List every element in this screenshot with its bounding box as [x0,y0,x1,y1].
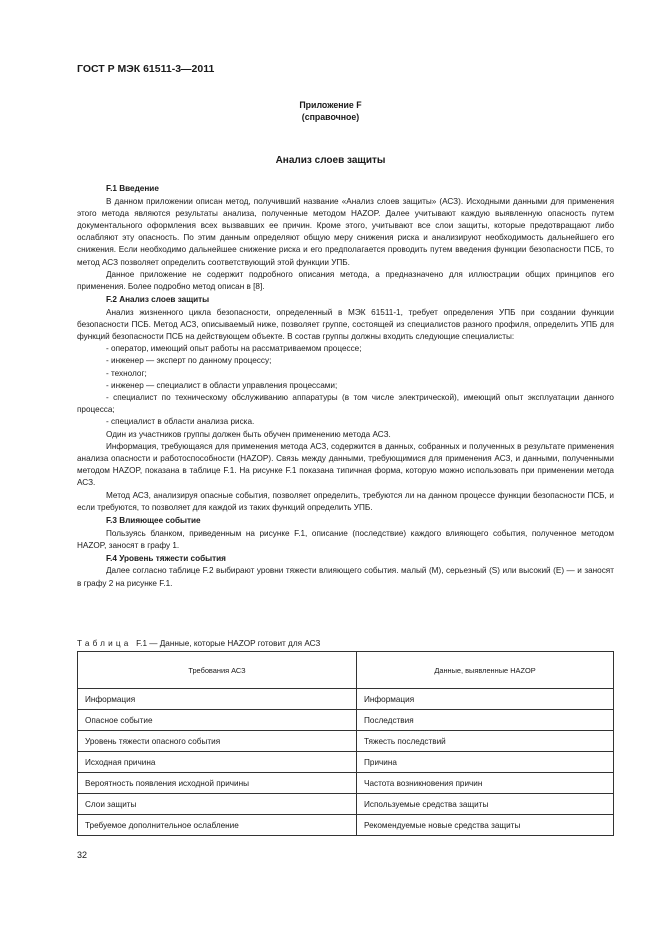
document-id: ГОСТ Р МЭК 61511-3—2011 [77,63,215,75]
table-cell: Причина [357,752,614,773]
paragraph: Анализ жизненного цикла безопасности, определенный в МЭК 61511-1, требует определения УПБ при создании функции безопасности ПСБ. Метод АСЗ, описываемый ниже, позволяет группе, состоящей из специалистов разного профиля, определить УПБ для функций безопасности ПСБ на действующем объекте. В состав группы должны входить следующие специалисты: [77,307,614,342]
column-header: Данные, выявленные HAZOP [357,652,614,689]
table-cell: Информация [78,689,357,710]
paragraph: Данное приложение не содержит подробного описания метода, а предназначено для иллюстрации общих принципов его применения. Более подробно метод описан в [8]. [77,269,614,291]
table-cell: Используемые средства защиты [357,794,614,815]
specialist-list [77,343,614,428]
table-cell: Частота возникновения причин [357,773,614,794]
paragraph: Информация, требующаяся для применения метода АСЗ, содержится в данных, собранных и полученных в результате применения анализа опасности и работоспособности (HAZOP). Связь между данными, требующимися для применения АСЗ, и данными, полученными методом HAZOP, показана в таблице F.1. На рисунке F.1 показана типичная форма, которую можно использовать при применении метода АСЗ. [77,441,614,488]
table-row [78,773,614,794]
table-row [78,752,614,773]
paragraph: Пользуясь бланком, приведенным на рисунке F.1, описание (последствие) каждого влияющего события, полученное методом HAZOP, заносят в графу 1. [77,528,614,550]
list-item: - технолог; [77,368,614,380]
section-heading-f2: F.2 Анализ слоев защиты [106,295,210,305]
table-row [78,710,614,731]
annex-label: Приложение F [299,100,362,110]
list-item: - специалист по техническому обслуживанию аппаратуры (в том числе электрической), имеющий опыт эксплуатации данного процесса; [77,392,614,416]
table-cell: Слои защиты [78,794,357,815]
document-body [77,182,614,590]
table-cell: Требуемое дополнительное ослабление [78,815,357,836]
table-caption-label: Таблица [77,639,132,648]
table-row [78,794,614,815]
table-cell: Исходная причина [78,752,357,773]
list-item: - оператор, имеющий опыт работы на рассматриваемом процессе; [77,343,614,355]
table-caption [77,639,320,648]
hazop-table [77,651,614,836]
table-cell: Тяжесть последствий [357,731,614,752]
section-heading-f4: F.4 Уровень тяжести события [106,553,226,563]
section-heading-f3: F.3 Влияющее событие [106,516,201,526]
table-header-row [78,652,614,689]
paragraph: Один из участников группы должен быть обучен применению метода АСЗ. [106,429,391,439]
table-caption-text: F.1 — Данные, которые HAZOP готовит для АСЗ [136,639,321,648]
page-number: 32 [77,850,88,860]
column-header: Требования АСЗ [78,652,357,689]
list-item: - инженер — эксперт по данному процессу; [77,355,614,367]
table-cell: Вероятность появления исходной причины [78,773,357,794]
table-cell: Информация [357,689,614,710]
table-cell: Уровень тяжести опасного события [78,731,357,752]
table-row [78,689,614,710]
table-cell: Последствия [357,710,614,731]
annex-status: (справочное) [301,112,360,122]
table-cell: Опасное событие [78,710,357,731]
section-heading-f1: F.1 Введение [106,184,159,193]
paragraph: Метод АСЗ, анализируя опасные события, позволяет определить, требуются ли на данном процессе функции безопасности ПСБ, и если требуются, то позволяет для каждой из таких функций определить УПБ. [77,490,614,512]
paragraph: В данном приложении описан метод, получивший название «Анализ слоев защиты» (АСЗ). Исходными данными для применения этого метода являются результаты анализа, полученные методом HAZOP. Далее учитывают каждую выявленную опасность путем документального оформления всех вызвавших ее причин. Кроме этого, учитывают все слои защиты, которые предотвращают либо ослабляют эту опасность. По этим данным определяют общую меру снижения риска и анализируют необходимость дальнейшего его снижения. Если необходимо дальнейшее снижение риска и его предполагается проводить путем введения функции безопасности ПСБ, то метод АСЗ позволяет определить соответствующий этой функции УПБ. [77,196,614,267]
page-title: Анализ слоев защиты [275,155,386,166]
table-cell: Рекомендуемые новые средства защиты [357,815,614,836]
annex-heading [0,99,661,123]
table-row [78,731,614,752]
paragraph: Далее согласно таблице F.2 выбирают уровни тяжести влияющего события. малый (М), серьезный (S) или высокий (Е) — и заносят в графу 2 на рисунке F.1. [77,566,614,588]
list-item: - инженер — специалист в области управления процессами; [77,380,614,392]
table-row [78,815,614,836]
list-item: - специалист в области анализа риска. [77,416,614,428]
